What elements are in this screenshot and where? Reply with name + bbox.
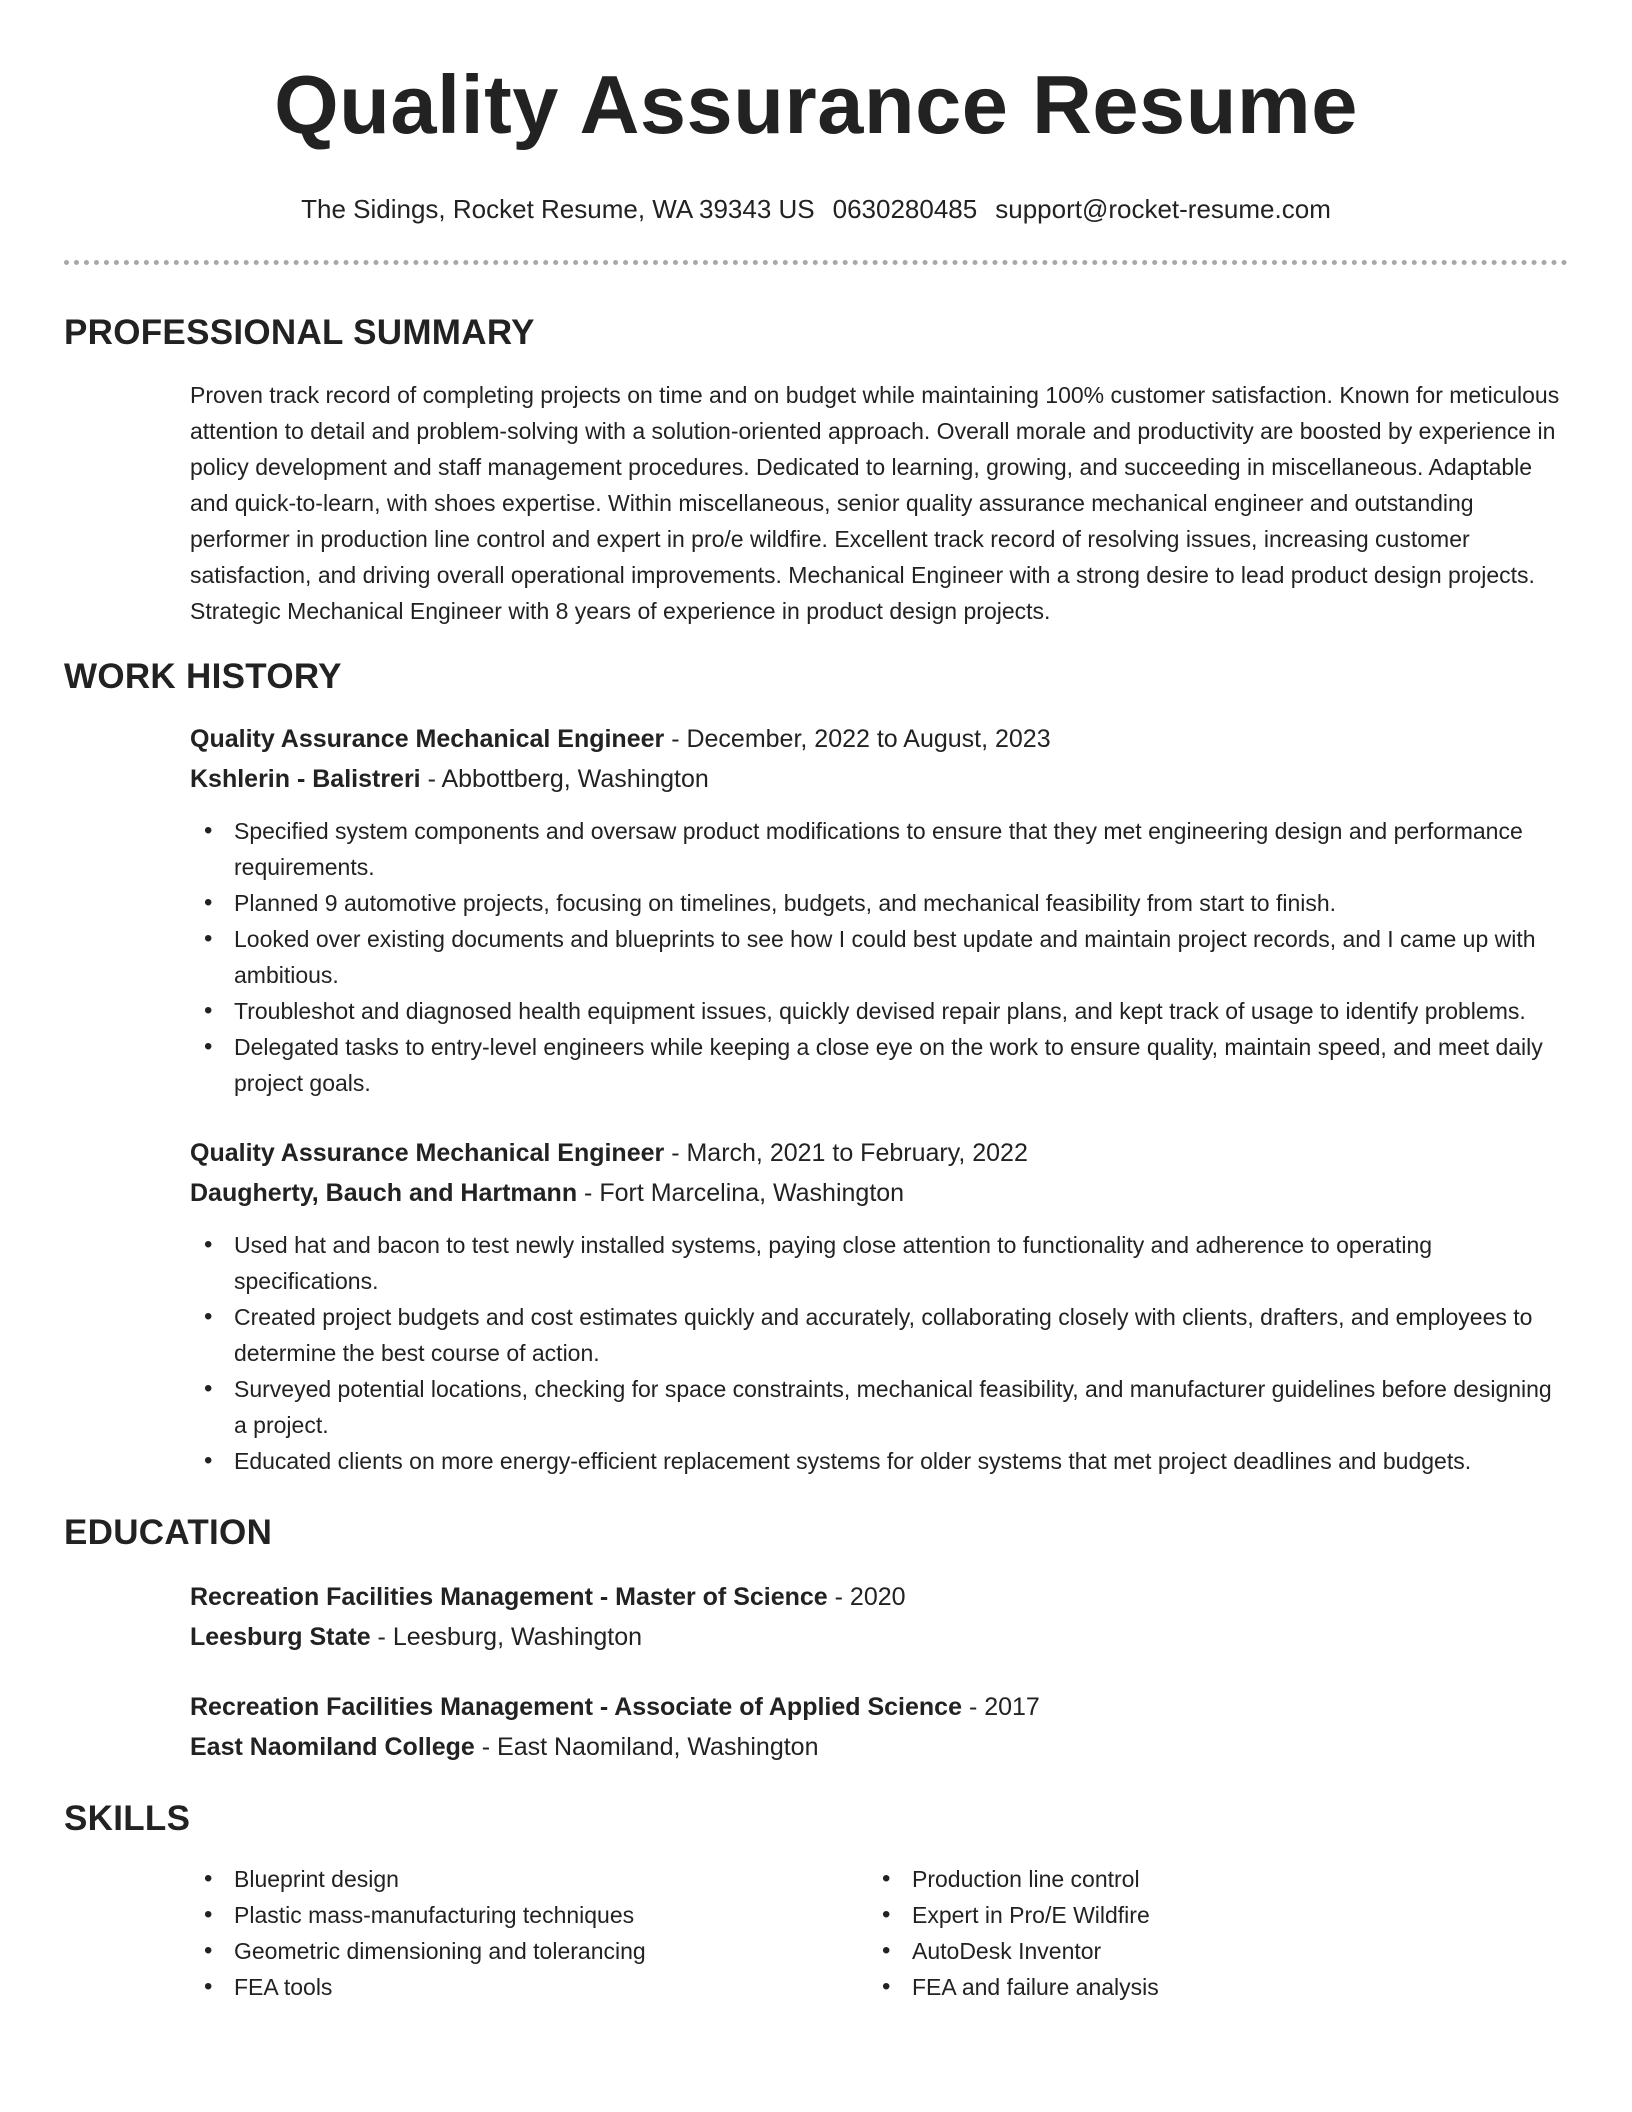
job-company-line	[190, 1173, 1568, 1213]
work-history-heading: WORK HISTORY	[64, 657, 342, 696]
job-role: Quality Assurance Mechanical Engineer	[190, 1139, 665, 1167]
list-item: • Educated clients on more energy-efficient replacement systems for older systems that met project deadlines and budgets.	[190, 1443, 1570, 1479]
job-bullets	[190, 1227, 1570, 1479]
job-dates: - December, 2022 to August, 2023	[664, 725, 1051, 753]
job-dates: - March, 2021 to February, 2022	[664, 1139, 1028, 1167]
skills-heading: SKILLS	[64, 1799, 191, 1838]
education-entry	[190, 1577, 1568, 1657]
job-bullets	[190, 813, 1570, 1101]
job-location: - Fort Marcelina, Washington	[577, 1179, 905, 1207]
edu-degree-line	[190, 1687, 1568, 1727]
contact-address: The Sidings, Rocket Resume, WA 39343 US	[301, 194, 815, 224]
list-item: • Used hat and bacon to test newly installed systems, paying close attention to functionality and adherence to operating specifications.	[190, 1227, 1570, 1299]
edu-year: - 2017	[962, 1693, 1040, 1721]
edu-location: - Leesburg, Washington	[370, 1623, 643, 1651]
summary-text: Proven track record of completing projects on time and on budget while maintaining 100% customer satisfaction. Known for meticulous attention to detail and problem-solving with a solution-oriented approach. Overall morale and productivity are boosted by experience in policy development and staff management procedures. Dedicated to learning, growing, and succeeding in miscellaneous. Adaptable and quick-to-learn, with shoes expertise. Within miscellaneous, senior quality assurance mechanical engineer and outstanding performer in production line control and expert in pro/e wildfire. Excellent track record of resolving issues, increasing customer satisfaction, and driving overall operational improvements. Mechanical Engineer with a strong desire to lead product design projects. Strategic Mechanical Engineer with 8 years of experience in product design projects.	[190, 382, 1560, 624]
list-item: • Created project budgets and cost estimates quickly and accurately, collaborating closely with clients, drafters, and employees to determine the best course of action.	[190, 1299, 1570, 1371]
edu-year: - 2020	[827, 1583, 906, 1611]
skill-item: • Expert in Pro/E Wildfire	[868, 1897, 1159, 1933]
job-company: Daugherty, Bauch and Hartmann	[190, 1179, 578, 1207]
edu-school: Leesburg State	[190, 1623, 371, 1651]
edu-degree-line	[190, 1577, 1568, 1617]
edu-degree: Recreation Facilities Management - Associate of Applied Science	[190, 1693, 962, 1721]
list-item: • Delegated tasks to entry-level engineers while keeping a close eye on the work to ensure quality, maintain speed, and meet daily project goals.	[190, 1029, 1570, 1101]
job-company-line	[190, 759, 1568, 799]
edu-school: East Naomiland College	[190, 1733, 475, 1761]
edu-school-line	[190, 1727, 1568, 1767]
summary-heading: PROFESSIONAL SUMMARY	[64, 313, 535, 352]
skills-list	[190, 1861, 1568, 2005]
skill-item: • Blueprint design	[190, 1861, 868, 1897]
list-item: • Surveyed potential locations, checking for space constraints, mechanical feasibility, and manufacturer guidelines before designing a project.	[190, 1371, 1570, 1443]
skills-column-left	[190, 1861, 868, 2005]
job-entry	[190, 1133, 1568, 1479]
edu-degree: Recreation Facilities Management - Master of Science	[190, 1583, 828, 1611]
list-item: • Looked over existing documents and blueprints to see how I could best update and maintain project records, and I came up with ambitious.	[190, 921, 1570, 993]
skill-item: • Plastic mass-manufacturing techniques	[190, 1897, 868, 1933]
skill-item: • AutoDesk Inventor	[868, 1933, 1159, 1969]
job-role: Quality Assurance Mechanical Engineer	[190, 725, 665, 753]
skill-item: • Geometric dimensioning and tolerancing	[190, 1933, 868, 1969]
list-item: • Troubleshot and diagnosed health equipment issues, quickly devised repair plans, and kept track of usage to identify problems.	[190, 993, 1570, 1029]
list-item: • Planned 9 automotive projects, focusing on timelines, budgets, and mechanical feasibility from start to finish.	[190, 885, 1570, 921]
education-entry	[190, 1687, 1568, 1767]
contact-line	[64, 192, 1568, 226]
job-location: - Abbottberg, Washington	[420, 765, 709, 793]
skill-item: • FEA tools	[190, 1969, 868, 2005]
contact-phone: 0630280485	[832, 194, 978, 224]
resume-page	[64, 0, 1568, 2005]
contact-email: support@rocket-resume.com	[995, 194, 1331, 224]
job-role-line	[190, 1133, 1568, 1173]
job-role-line	[190, 719, 1568, 759]
education-heading: EDUCATION	[64, 1513, 273, 1552]
resume-title: Quality Assurance Resume	[274, 58, 1358, 151]
skill-item: • Production line control	[868, 1861, 1159, 1897]
skill-item: • FEA and failure analysis	[868, 1969, 1159, 2005]
edu-location: - East Naomiland, Washington	[474, 1733, 819, 1761]
job-entry	[190, 719, 1568, 1101]
header-divider	[64, 260, 1568, 265]
job-company: Kshlerin - Balistreri	[190, 765, 421, 793]
edu-school-line	[190, 1617, 1568, 1657]
list-item: • Specified system components and oversaw product modifications to ensure that they met engineering design and performance requirements.	[190, 813, 1570, 885]
skills-column-right	[868, 1861, 1159, 2005]
resume-header	[64, 0, 1568, 265]
